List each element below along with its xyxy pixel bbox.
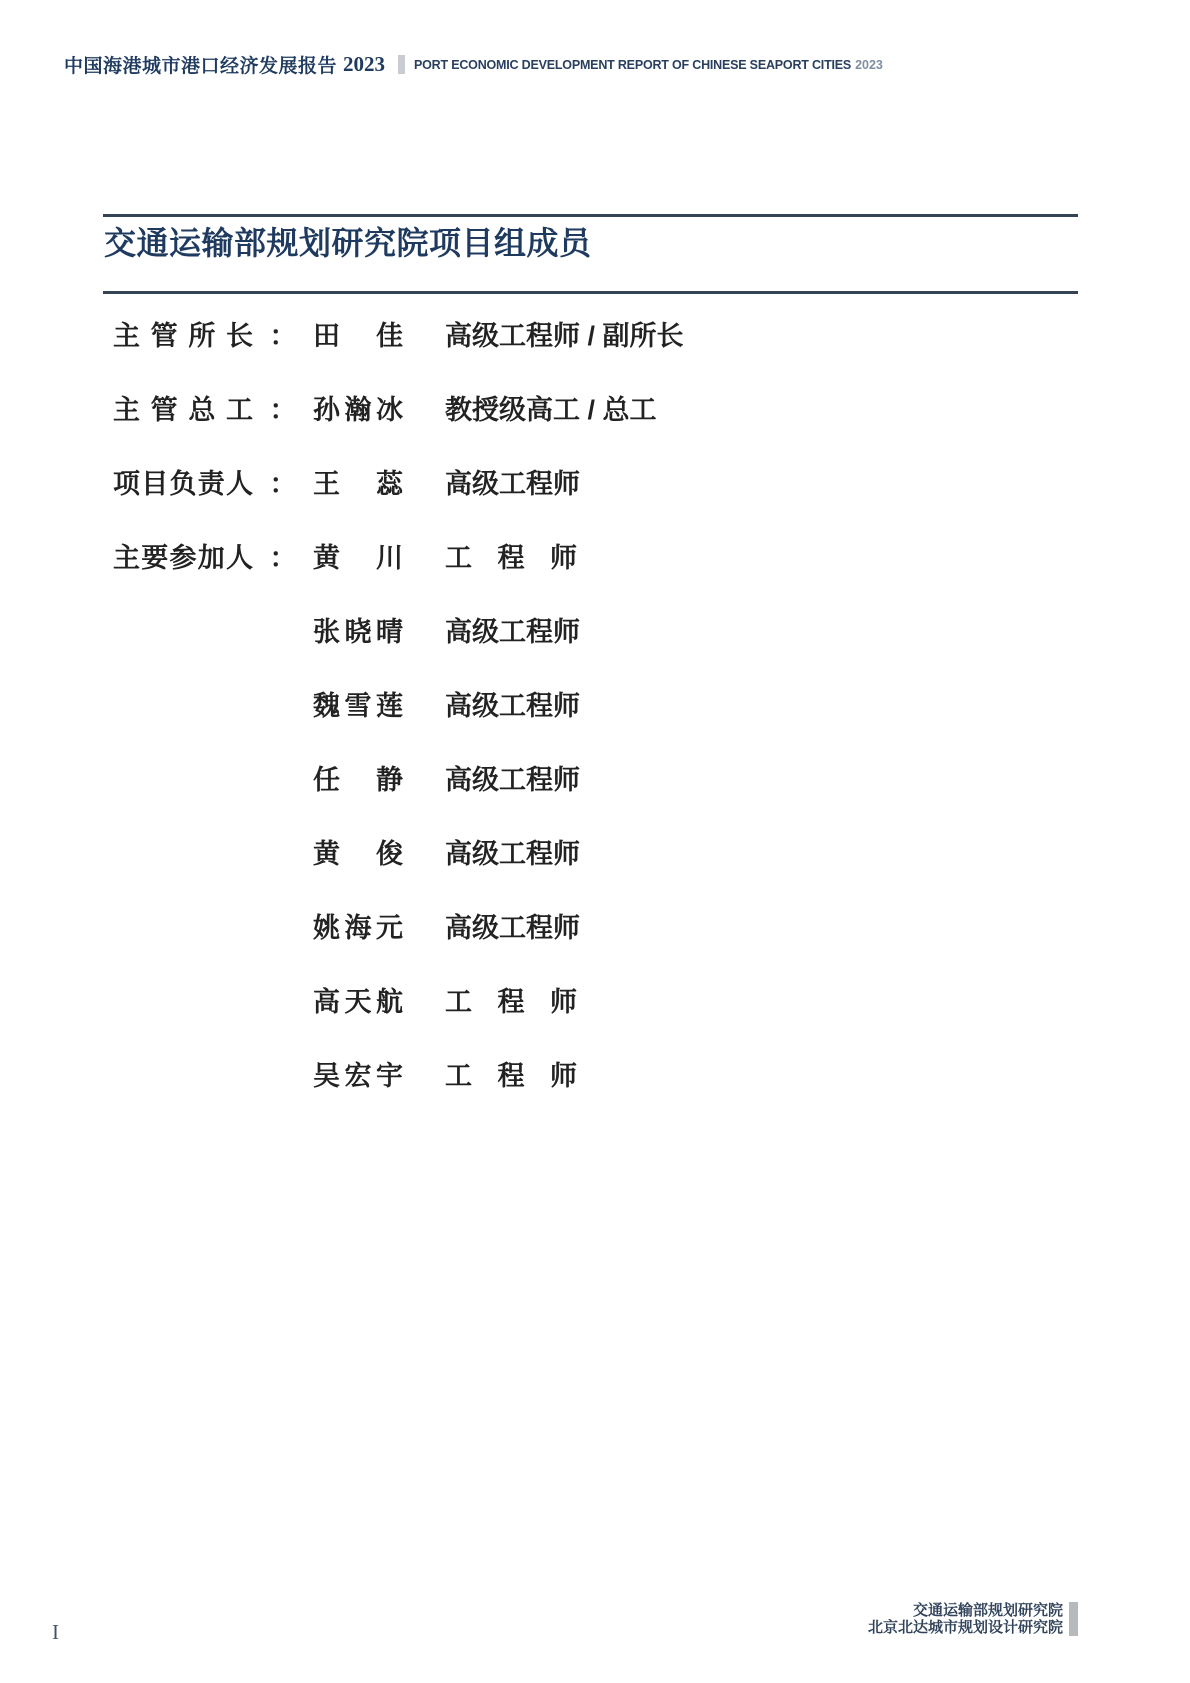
role-colon: ： [269,395,297,425]
member-title: 工程师 [445,987,577,1017]
header-divider-bar [398,55,405,74]
role-colon: ： [269,543,297,573]
member-title: 工程师 [445,543,577,573]
member-title: 高级工程师 [445,617,580,647]
member-name: 张晓晴 [313,617,403,647]
member-title: 教授级高工 / 总工 [445,395,657,425]
member-name: 高天航 [313,987,403,1017]
role-colon: ： [269,469,297,499]
member-title: 高级工程师 [445,469,580,499]
footer-accent-bar [1069,1602,1078,1636]
report-title-en: PORT ECONOMIC DEVELOPMENT REPORT OF CHINESE SEAPORT CITIES [414,57,852,72]
footer-org-line2: 北京北达城市规划设计研究院 [867,1619,1063,1636]
page-footer [868,1602,1078,1636]
footer-org-line1: 交通运输部规划研究院 [912,1602,1063,1619]
member-row [103,688,1078,724]
footer-orgs [868,1602,1063,1636]
member-title: 高级工程师 / 副所长 [445,321,684,351]
member-row [103,318,1078,354]
report-year-zh: 2023 [343,52,386,76]
member-name: 田佳 [313,321,403,351]
member-list [103,318,1078,1094]
member-row [103,392,1078,428]
member-name: 姚海元 [313,913,403,943]
member-row [103,614,1078,650]
member-title: 高级工程师 [445,691,580,721]
bottom-rule [103,291,1078,294]
member-name: 孙瀚冰 [313,395,403,425]
member-role: 项目负责人 [113,469,253,499]
section-title: 交通运输部规划研究院项目组成员 [104,225,592,261]
member-row [103,910,1078,946]
member-row [103,1058,1078,1094]
member-name: 吴宏宇 [313,1061,403,1091]
member-row [103,762,1078,798]
member-role: 主要参加人 [113,543,253,573]
member-name: 黄川 [313,543,403,573]
member-row [103,466,1078,502]
member-row [103,984,1078,1020]
member-row [103,836,1078,872]
member-name: 黄俊 [313,839,403,869]
report-title-zh: 中国海港城市港口经济发展报告 [64,56,338,77]
member-title: 高级工程师 [445,765,580,795]
report-year-en: 2023 [855,57,883,72]
member-role: 主管总工 [113,395,253,425]
page-header [64,51,883,78]
member-name: 王蕊 [313,469,403,499]
member-role: 主管所长 [113,321,253,351]
member-name: 任静 [313,765,403,795]
page-number: I [52,1620,59,1644]
member-row [103,540,1078,576]
member-title: 工程师 [445,1061,577,1091]
member-name: 魏雪莲 [313,691,403,721]
role-colon: ： [269,321,297,351]
member-title: 高级工程师 [445,839,580,869]
member-title: 高级工程师 [445,913,580,943]
team-section [103,214,1078,1132]
